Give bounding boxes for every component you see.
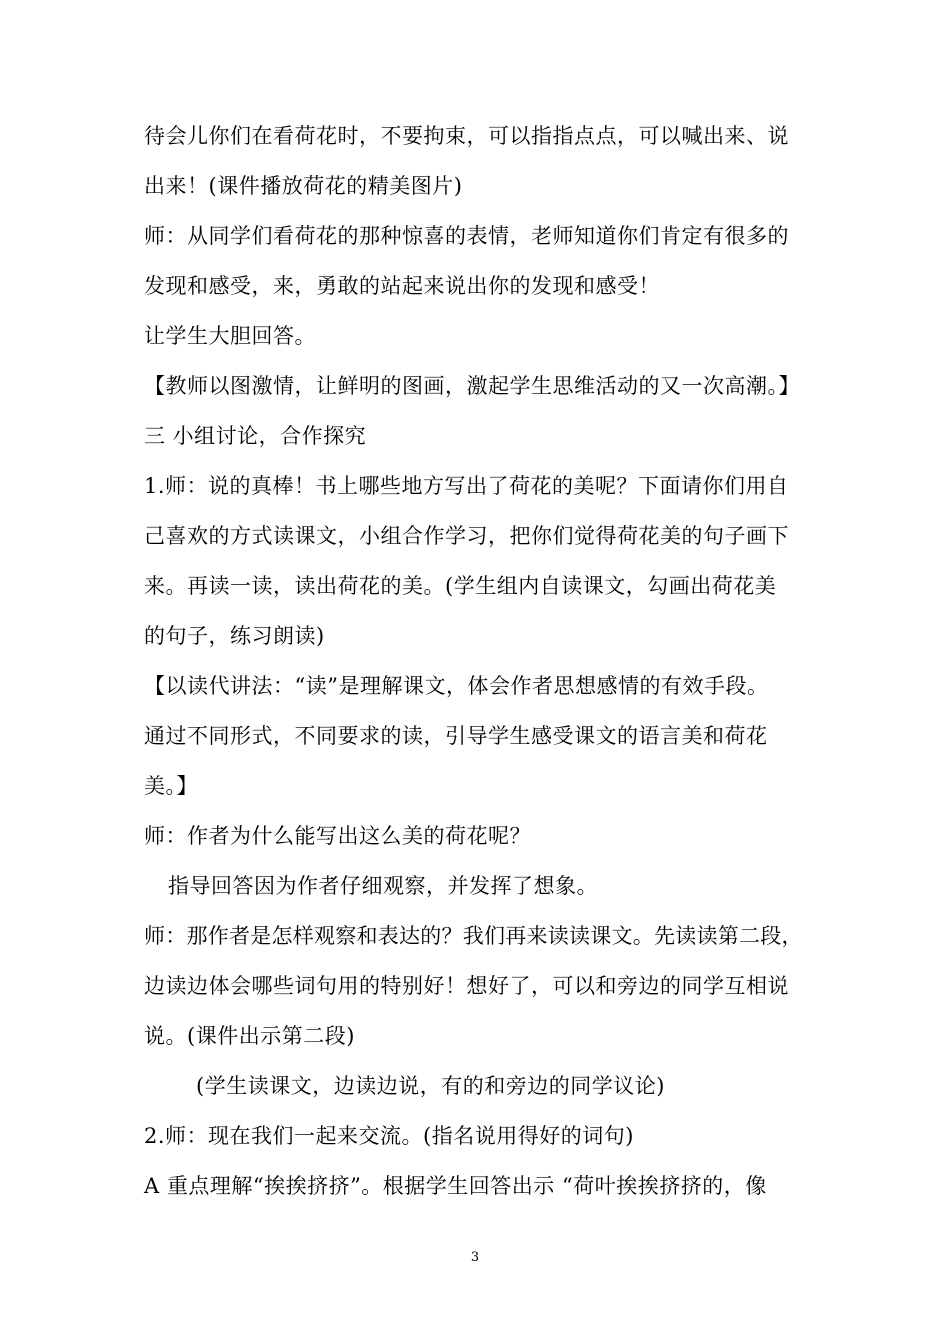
text-line-2: 出来！(课件播放荷花的精美图片) [144,174,463,198]
text-line-14: 美。】 [144,774,198,798]
text-line-1: 待会儿你们在看荷花时，不要拘束，可以指指点点，可以喊出来、说 [144,124,789,148]
text-line-15: 师：作者为什么能写出这么美的荷花呢？ [144,824,531,848]
text-line-3: 师：从同学们看荷花的那种惊喜的表情，老师知道你们肯定有很多的 [144,224,789,248]
text-line-12: 【以读代讲法：“读”是理解课文，体会作者思想感情的有效手段。 [144,674,769,698]
text-line-17: 师：那作者是怎样观察和表达的？我们再来读读课文。先读读第二段， [144,924,803,948]
text-line-19: 说。(课件出示第二段) [144,1024,355,1048]
text-line-11: 的句子，练习朗读) [144,624,325,648]
text-line-13: 通过不同形式，不同要求的读，引导学生感受课文的语言美和荷花 [144,724,768,748]
text-line-20: (学生读课文，边读边说，有的和旁边的同学议论) [196,1074,665,1098]
text-line-16: 指导回答因为作者仔细观察，并发挥了想象。 [168,874,598,898]
text-line-9: 己喜欢的方式读课文，小组合作学习，把你们觉得荷花美的句子画下 [144,524,789,548]
text-line-5: 让学生大胆回答。 [144,324,316,348]
text-line-18: 边读边体会哪些词句用的特别好！想好了，可以和旁边的同学互相说 [144,974,789,998]
section-heading: 三 小组讨论，合作探究 [144,424,367,448]
text-line-6: 【教师以图激情，让鲜明的图画，激起学生思维活动的又一次高潮。】 [144,374,800,398]
text-line-21: 2.师：现在我们一起来交流。(指名说用得好的词句) [144,1124,634,1148]
page-number: 3 [470,1250,480,1265]
text-line-8: 1.师：说的真棒！书上哪些地方写出了荷花的美呢？下面请你们用自 [144,474,789,498]
text-line-4: 发现和感受，来，勇敢的站起来说出你的发现和感受！ [144,274,660,298]
text-line-22: A 重点理解“挨挨挤挤”。根据学生回答出示 “荷叶挨挨挤挤的，像 [144,1174,767,1198]
text-line-10: 来。再读一读，读出荷花的美。(学生组内自读课文，勾画出荷花美 [144,574,777,598]
